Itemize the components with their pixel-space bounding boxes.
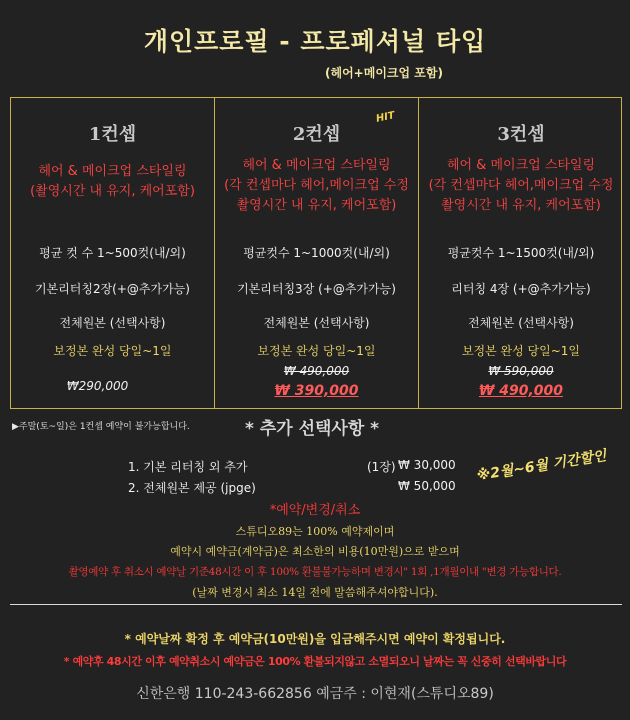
page-title: 개인프로필 - 프로페셔널 타입 (143, 27, 487, 56)
concept-column-3 (419, 98, 623, 408)
concept-name: 3컨셉 (497, 124, 545, 145)
refund-warning: * 예약후 48시간 이후 예약취소시 예약금은 100% 환불되지않고 소멸되오니 날짜는 꼭 신중히 선택바랍니다 (63, 655, 567, 668)
styling-line: 헤어 & 메이크업 스타일링 (38, 164, 187, 179)
cut-count: 평균컷수 1~1000컷(내/외) (243, 246, 390, 260)
retouch-count: 기본리터칭2장(+@추가가능) (35, 282, 190, 296)
confirm-note: * 예약날짜 확정 후 예약금(10만원)을 입금해주시면 예약이 확정됩니다. (124, 632, 506, 646)
concept-name: 2컨셉 (292, 124, 341, 145)
option-label: 1. 기본 리터칭 외 추가 (128, 460, 248, 474)
styling-info (415, 156, 627, 216)
old-price: ₩ 490,000 (283, 364, 350, 378)
delivery-time: 보정본 완성 당일~1일 (257, 344, 376, 358)
option-price: ₩ 50,000 (398, 479, 456, 493)
promo-badge: ※2월~6월 기간할인 (475, 447, 608, 485)
retouch-count: 기본리터칭3장 (+@추가가능) (237, 282, 396, 296)
price: ₩290,000 (66, 379, 129, 393)
option-price: ₩ 30,000 (398, 458, 456, 472)
styling-line: (각 컨셉마다 헤어,메이크업 수정 (224, 178, 409, 193)
sale-price: ₩ 490,000 (478, 383, 564, 399)
concept-name: 1컨셉 (88, 124, 137, 145)
styling-line: 촬영시간 내 유지, 케어포함) (441, 198, 601, 213)
option-qty: (1장) (367, 460, 396, 474)
delivery-time: 보정본 완성 당일~1일 (53, 344, 172, 358)
styling-info (211, 156, 422, 216)
concept-column-1 (11, 98, 215, 408)
hit-badge: HIT (375, 110, 396, 125)
option-label: 2. 전체원본 제공 (jpge) (128, 481, 256, 495)
reservation-title: *예약/변경/취소 (269, 503, 361, 518)
reservation-line: 스튜디오89는 100% 예약제이며 (235, 525, 395, 538)
original-files: 전체원본 (선택사항) (468, 316, 574, 330)
cut-count: 평균 컷 수 1~500컷(내/외) (39, 246, 186, 260)
original-files: 전체원본 (선택사항) (263, 316, 370, 330)
styling-info (7, 162, 218, 202)
old-price: ₩ 590,000 (488, 364, 554, 378)
reservation-line: 촬영예약 후 취소시 예약날 기준48시간 이 후 100% 환불불가능하며 변경시" 1회 ,1개월이내 "변경 가능합니다. (68, 566, 562, 578)
styling-line: 촬영시간 내 유지, 케어포함) (236, 198, 397, 213)
concept-column-2 (215, 98, 419, 408)
weekend-note: ▶주말(토~일)은 1컨셉 예약이 불가능합니다. (12, 422, 190, 432)
sale-price: ₩ 390,000 (274, 383, 359, 399)
retouch-count: 리터칭 4장 (+@추가가능) (451, 282, 591, 296)
original-files: 전체원본 (선택사항) (59, 316, 166, 330)
styling-line: 헤어 & 메이크업 스타일링 (446, 158, 596, 173)
pricing-table (10, 97, 622, 409)
delivery-time: 보정본 완성 당일~1일 (461, 344, 581, 358)
reservation-line: 예약시 예약금(계약금)은 최소한의 비용(10만원)으로 받으며 (170, 545, 460, 558)
page-subtitle: (헤어+메이크업 포함) (325, 66, 443, 80)
styling-line: (촬영시간 내 유지, 케어포함) (30, 184, 195, 199)
divider (10, 604, 622, 605)
reservation-line: (날짜 변경시 최소 14일 전에 말씀해주셔야합니다). (192, 586, 438, 599)
styling-line: 헤어 & 메이크업 스타일링 (242, 158, 391, 173)
styling-line: (각 컨셉마다 헤어,메이크업 수정 (428, 178, 614, 193)
options-title: * 추가 선택사항 * (245, 419, 380, 439)
cut-count: 평균컷수 1~1500컷(내/외) (447, 246, 595, 260)
bank-account: 신한은행 110-243-662856 예금주 : 이현재(스튜디오89) (136, 686, 494, 702)
